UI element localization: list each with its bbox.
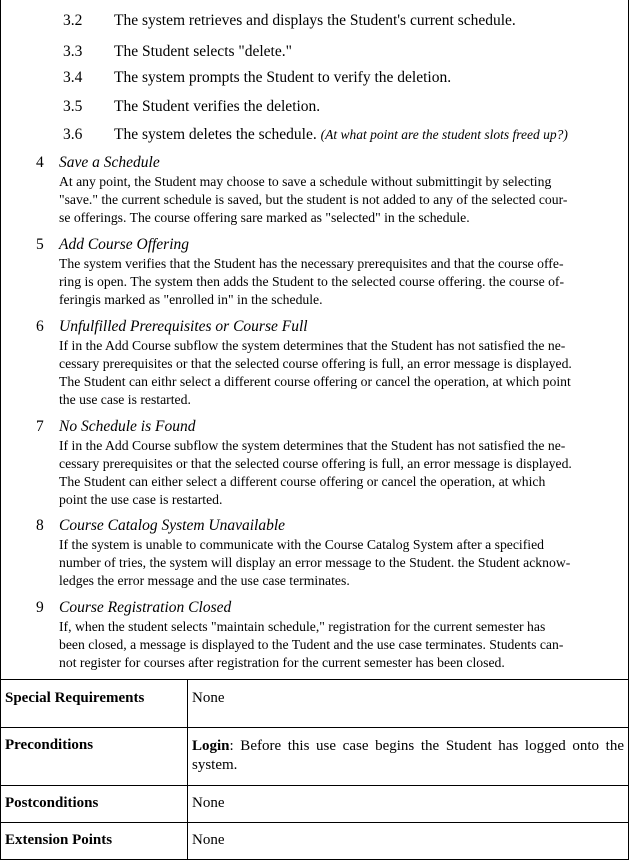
step-text [114,126,568,144]
item-number: 6 [36,318,44,335]
extension-points-label: Extension Points [1,823,188,860]
body-line: If, when the student selects "maintain schedule," registration for the current semester has [59,619,546,634]
step-number: 3.5 [63,98,83,115]
step-text: The Student selects "delete." [114,43,292,60]
item-number: 7 [36,418,44,435]
item-title: Save a Schedule [59,154,160,171]
item-number: 4 [36,154,44,171]
body-line: not register for courses after registration for the current semester has been closed. [59,655,505,670]
item-number: 5 [36,236,44,253]
step-text: The system retrieves and displays the Student's current schedule. [114,12,516,29]
special-requirements-value: None [188,680,629,728]
item-body [59,337,625,409]
body-line: At any point, the Student may choose to save a schedule without submittingit by selecting [59,174,552,189]
body-line: point the use case is restarted. [59,492,223,507]
preconditions-keyword: Login [192,738,230,754]
table-row [1,728,629,786]
use-case-properties-table [0,679,629,860]
body-line: se offerings. The course offering sare marked as "selected" in the schedule. [59,210,470,225]
body-line: feringis marked as "enrolled in" in the schedule. [59,292,323,307]
preconditions-label: Preconditions [1,728,188,786]
item-title: Unfulfilled Prerequisites or Course Full [59,318,308,335]
body-line: ledges the error message and the use case terminates. [59,573,350,588]
step-text-main: The system deletes the schedule. [114,126,317,143]
body-line: The Student can eithr select a different course offering or cancel the operation, at which point [59,374,571,389]
body-line: If in the Add Course subflow the system determines that the Student has not satisfied the ne- [59,438,566,453]
body-line: The system verifies that the Student has the necessary prerequisites and that the course offe- [59,256,564,271]
step-text: The Student verifies the deletion. [114,98,321,115]
step-text: The system prompts the Student to verify the deletion. [114,69,452,86]
table-row [1,786,629,823]
step-annotation: (At what point are the student slots freed up?) [320,127,568,142]
body-line: the use case is restarted. [59,392,191,407]
table-row [1,823,629,860]
item-title: No Schedule is Found [59,418,196,435]
item-body [59,618,625,672]
item-body [59,437,625,509]
body-line: The Student can either select a different course offering or cancel the operation, at which [59,474,546,489]
item-number: 9 [36,599,44,616]
table-row [1,680,629,728]
step-number: 3.2 [63,12,83,29]
body-line: "save." the current schedule is saved, but the student is not added to any of the selected cour- [59,192,568,207]
step-number: 3.3 [63,43,83,60]
item-number: 8 [36,517,44,534]
item-body [59,255,625,309]
extension-points-value: None [188,823,629,860]
postconditions-value: None [188,786,629,823]
special-requirements-label: Special Requirements [1,680,188,728]
item-body [59,536,625,590]
item-title: Add Course Offering [59,236,190,253]
preconditions-text: : Before this use case begins the Student has logged onto the system. [192,738,624,773]
body-line: been closed, a message is displayed to the Tudent and the use case terminates. Students can- [59,637,564,652]
body-line: If in the Add Course subflow the system determines that the Student has not satisfied the ne- [59,338,566,353]
postconditions-label: Postconditions [1,786,188,823]
body-line: If the system is unable to communicate with the Course Catalog System after a specified [59,537,545,552]
item-body [59,173,625,227]
preconditions-value [188,728,629,786]
body-line: ring is open. The system then adds the Student to the selected course offering. the course of- [59,274,565,289]
step-number: 3.6 [63,126,83,143]
item-title: Course Catalog System Unavailable [59,517,286,534]
step-number: 3.4 [63,69,83,86]
body-line: cessary prerequisites or that the selected course offering is full, an error message is displayed. [59,456,572,471]
body-line: number of tries, the system will display an error message to the Student. the Student acknow- [59,555,571,570]
body-line: cessary prerequisites or that the selected course offering is full, an error message is displayed. [59,356,572,371]
item-title: Course Registration Closed [59,599,232,616]
